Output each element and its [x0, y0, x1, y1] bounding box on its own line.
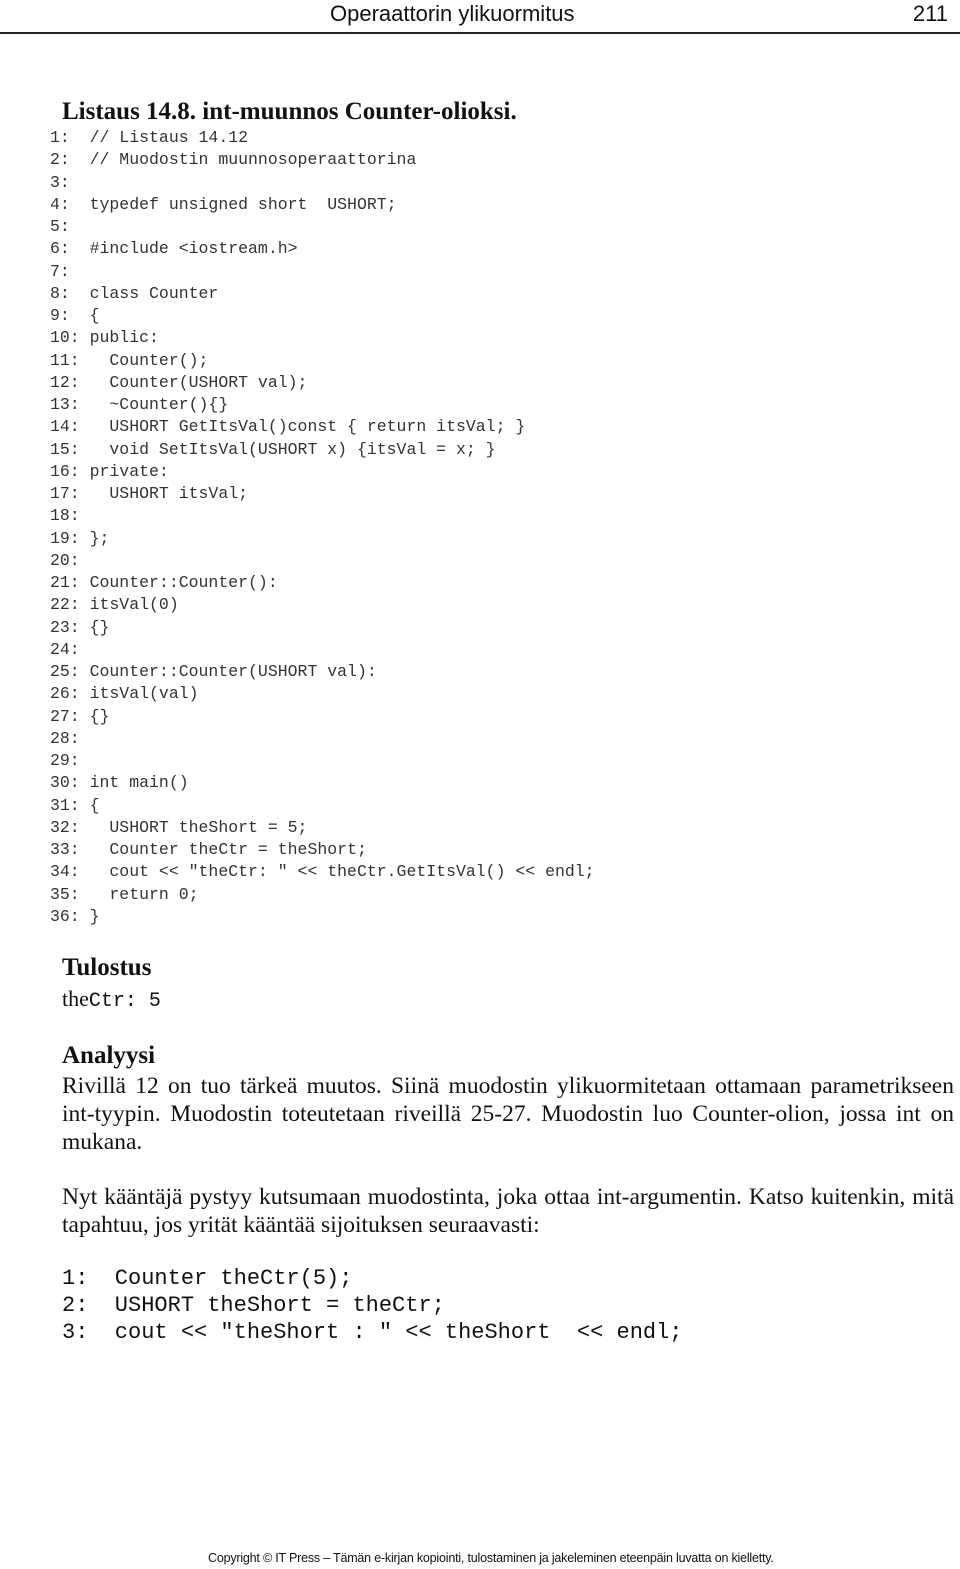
code-line: 2: // Muodostin muunnosoperaattorina: [50, 150, 417, 170]
code-line: 11: Counter();: [50, 350, 209, 370]
code-line: 36: }: [50, 906, 100, 926]
code-line: 10: public:: [50, 328, 159, 348]
output-heading: Tulostus: [62, 954, 152, 981]
code-line: 5:: [50, 217, 70, 236]
code-line: 17: USHORT itsVal;: [50, 484, 249, 503]
code-line: 15: void SetItsVal(USHORT x) {itsVal = x; }: [50, 439, 496, 459]
output-text-rest: Ctr: 5: [88, 990, 161, 1013]
example-code-line: 1: Counter theCtr(5);: [62, 1266, 353, 1291]
code-line: 24:: [50, 639, 80, 659]
code-line: 8: class Counter: [50, 283, 219, 303]
code-line: 1: // Listaus 14.12: [50, 128, 249, 147]
code-line: 26: itsVal(val): [50, 684, 199, 704]
analysis-heading: Analyysi: [62, 1042, 156, 1069]
code-line: 20:: [50, 550, 80, 570]
code-line: 6: #include <iostream.h>: [50, 239, 298, 259]
code-line: 21: Counter::Counter():: [50, 573, 278, 592]
page-header: [0, 0, 960, 34]
code-line: 30: int main(): [50, 773, 189, 793]
chapter-title: Operaattorin ylikuormitus: [330, 1, 575, 26]
output-text-prefix: the: [62, 986, 89, 1011]
code-line: 16: private:: [50, 461, 169, 481]
program-output: [62, 985, 161, 1016]
copyright-footer: Copyright © IT Press – Tämän e-kirjan kopiointi, tulostaminen ja jakeleminen eteenpäin luvatta on kielletty.: [208, 1551, 774, 1565]
code-line: 34: cout << "theCtr: " << theCtr.GetItsVal() << endl;: [50, 862, 595, 882]
code-line: 27: {}: [50, 706, 110, 726]
code-line: 14: USHORT GetItsVal()const { return itsVal; }: [50, 417, 526, 437]
listing-title: Listaus 14.8. int-muunnos Counter-olioksi.: [62, 98, 517, 125]
code-line: 28:: [50, 728, 80, 748]
code-line: 35: return 0;: [50, 884, 199, 904]
example-code-line: 2: USHORT theShort = theCtr;: [62, 1293, 445, 1318]
code-line: 25: Counter::Counter(USHORT val):: [50, 662, 377, 681]
code-line: 19: };: [50, 528, 110, 548]
code-line: 3:: [50, 172, 70, 192]
code-line: 31: {: [50, 795, 100, 815]
code-line: 7:: [50, 261, 70, 281]
code-line: 32: USHORT theShort = 5;: [50, 817, 308, 837]
example-code-line: 3: cout << "theShort : " << theShort << endl;: [62, 1320, 683, 1345]
analysis-paragraph-2: Nyt kääntäjä pystyy kutsumaan muodostinta, joka ottaa int-argumentin. Katso kuitenkin, mitä tapahtuu, jos yrität kääntää sijoituksen seuraavasti:: [62, 1184, 954, 1238]
code-line: 18:: [50, 506, 80, 526]
code-listing: [50, 127, 595, 928]
code-line: 12: Counter(USHORT val);: [50, 372, 308, 392]
code-line: 13: ~Counter(){}: [50, 395, 229, 414]
analysis-paragraph-1: Rivillä 12 on tuo tärkeä muutos. Siinä muodostin ylikuormitetaan ottamaan parametrikseen int-tyypin. Muodostin toteutetaan riveillä 25-27. Muodostin luo Counter-olion, jossa int on mukana.: [62, 1073, 954, 1155]
example-code: [62, 1265, 683, 1346]
code-line: 23: {}: [50, 617, 110, 637]
code-line: 22: itsVal(0): [50, 595, 179, 615]
page-number: 211: [912, 1, 948, 26]
code-line: 29:: [50, 751, 80, 770]
code-line: 33: Counter theCtr = theShort;: [50, 840, 367, 859]
code-line: 4: typedef unsigned short USHORT;: [50, 194, 397, 214]
code-line: 9: {: [50, 306, 100, 325]
